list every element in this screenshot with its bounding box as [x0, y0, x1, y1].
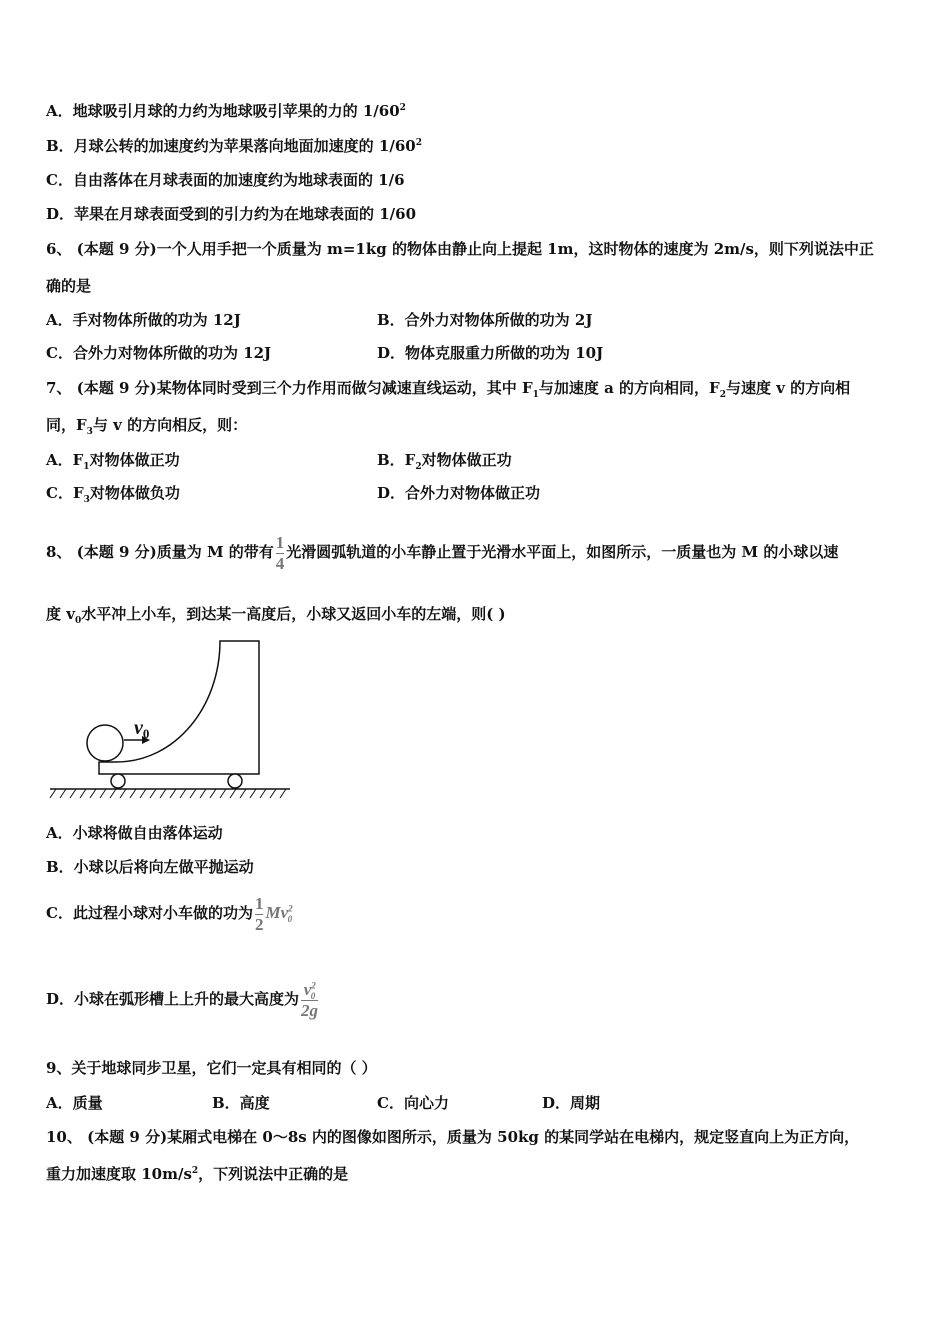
q9-option-b: B．高度: [212, 1094, 270, 1112]
cart-wheel-left: [111, 774, 125, 788]
q7-stem-line2: 同，$F_3$与 v 的方向相反，则：: [46, 416, 248, 437]
height-fraction: $\frac{v^2_0}{2g}$: [301, 979, 319, 1020]
q6-stem-line1: 6、 (本题 9 分)一个人用手把一个质量为 m=1kg 的物体由静止向上提起 1m，这时物体的速度为 2m/s，则下列说法中正: [46, 240, 874, 258]
q5-option-b: B．月球公转的加速度约为苹果落向地面加速度的 $1/60^2$: [46, 137, 422, 155]
q6-option-b: B．合外力对物体所做的功为 2J: [377, 311, 593, 329]
q6-option-d: D．物体克服重力所做的功为 10J: [377, 344, 604, 362]
q6-option-c: C．合外力对物体所做的功为 12J: [46, 344, 272, 362]
q9-option-c: C．向心力: [377, 1094, 449, 1112]
cart-body: [99, 641, 259, 774]
q8-option-c: C．此过程小球对小车做的功为 $\frac{1}{2}$ $Mv^2_0$: [46, 893, 293, 934]
mv-squared-expr: $Mv^2_0$: [265, 903, 293, 925]
q8-option-d: D．小球在弧形槽上上升的最大高度为 $\frac{v^2_0}{2g}$: [46, 979, 319, 1020]
q6-stem-line2: 确的是: [46, 277, 92, 295]
q5-option-d: D．苹果在月球表面受到的引力约为在地球表面的 1/60: [46, 205, 417, 223]
cart-track-figure: [46, 636, 296, 806]
velocity-label: $v_0$: [134, 717, 150, 741]
q10-stem-line1: 10、 (本题 9 分)某厢式电梯在 0～8s 内的图像如图所示，质量为 50kg 的某同学站在电梯内，规定竖直向上为正方向，: [46, 1128, 860, 1146]
q9-stem: 9、关于地球同步卫星，它们一定具有相同的（ ）: [46, 1059, 377, 1077]
q8-option-a: A．小球将做自由落体运动: [46, 824, 223, 842]
q7-option-d: D．合外力对物体做正功: [377, 484, 541, 502]
cart-wheel-right: [228, 774, 242, 788]
half-fraction: $\frac{1}{2}$: [254, 893, 264, 934]
q7-stem-line1: 7、 (本题 9 分)某物体同时受到三个力作用而做匀减速直线运动，其中 $F_1$与加速度 a 的方向相同，$F_2$与速度 v 的方向相: [46, 379, 851, 400]
quarter-fraction: $\frac{1}{4}$: [275, 532, 285, 573]
q7-option-c: C．$F_3$对物体做负功: [46, 484, 180, 505]
q10-stem-line2: 重力加速度取 $10m/s^2$，下列说法中正确的是: [46, 1165, 349, 1183]
ground-hatching: [50, 789, 286, 798]
q5-option-a: A．地球吸引月球的力约为地球吸引苹果的力的 $1/60^2$: [46, 102, 406, 120]
q5-option-c: C．自由落体在月球表面的加速度约为地球表面的 1/6: [46, 171, 405, 189]
q7-option-a: A．$F_1$对物体做正功: [46, 451, 180, 472]
q8-option-b: B．小球以后将向左做平抛运动: [46, 858, 254, 876]
q8-stem-line1: 8、 (本题 9 分)质量为 M 的带有 $\frac{1}{4}$ 光滑圆弧轨道的小车静止置于光滑水平面上，如图所示，一质量也为 M 的小球以速: [46, 532, 839, 573]
q7-option-b: B．$F_2$对物体做正功: [377, 451, 512, 472]
q9-option-d: D．周期: [542, 1094, 601, 1112]
q9-option-a: A．质量: [46, 1094, 103, 1112]
q8-stem-line2: 度 $v_0$水平冲上小车，到达某一高度后，小球又返回小车的左端，则( ): [46, 605, 506, 626]
q6-option-a: A．手对物体所做的功为 12J: [46, 311, 241, 329]
ball: [87, 725, 123, 761]
